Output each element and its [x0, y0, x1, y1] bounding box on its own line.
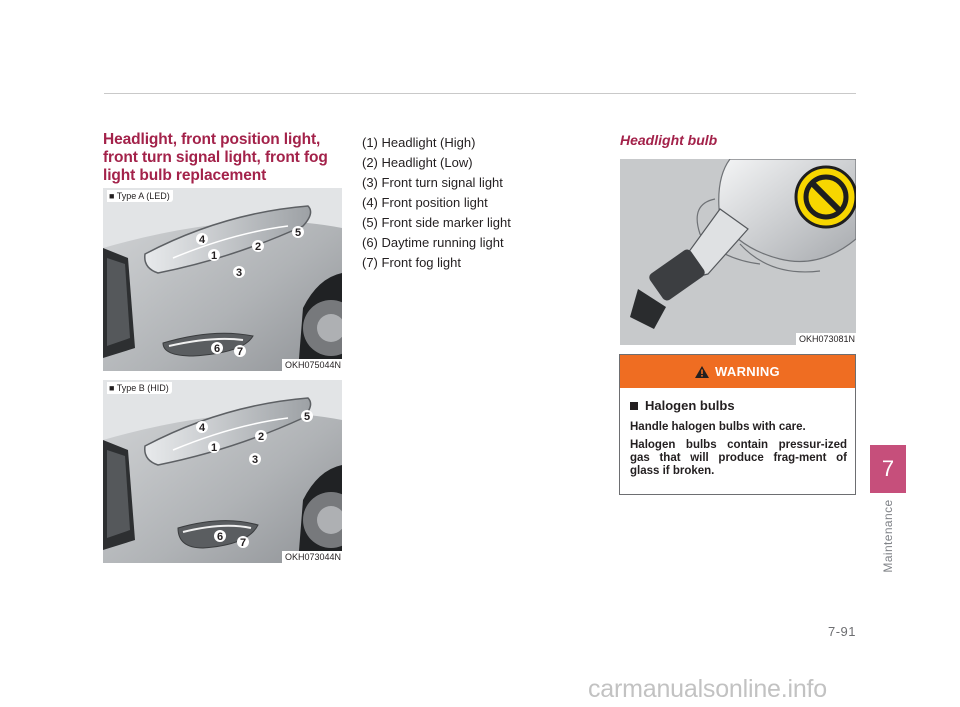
svg-text:6: 6	[213, 343, 221, 355]
type-b-label: ■ Type B (HID)	[107, 382, 172, 394]
warning-title: WARNING	[715, 364, 780, 379]
warning-line: Handle halogen bulbs with care.	[630, 421, 806, 433]
section-title	[103, 131, 348, 185]
list-item: (4) Front position light	[362, 195, 488, 210]
chapter-tab: 7	[870, 445, 906, 493]
svg-text:4: 4	[198, 234, 206, 246]
figure-a-code: OKH075044N	[282, 359, 342, 371]
list-item: (2) Headlight (Low)	[362, 155, 473, 170]
svg-text:6: 6	[216, 531, 224, 543]
page-number: 7-91	[828, 624, 857, 639]
svg-text:1: 1	[210, 442, 218, 454]
headlight-figure-type-a	[103, 188, 342, 371]
warning-subheading-text: Halogen bulbs	[645, 398, 735, 413]
bulb-figure	[620, 159, 856, 345]
section-title-line: light bulb replacement	[103, 167, 267, 184]
header-rule	[104, 93, 856, 94]
warning-header	[620, 355, 855, 388]
svg-text:7: 7	[236, 346, 244, 358]
svg-text:2: 2	[254, 241, 262, 253]
hand-holding-bulb-illustration	[620, 159, 856, 345]
warning-body	[620, 388, 855, 478]
svg-text:3: 3	[235, 267, 243, 279]
warning-subheading	[630, 398, 847, 413]
section-title-line: Headlight, front position light,	[103, 131, 321, 148]
svg-text:5: 5	[303, 411, 311, 423]
section-title-line: front turn signal light, front fog	[103, 149, 328, 166]
warning-triangle-icon	[695, 366, 709, 378]
list-item: (3) Front turn signal light	[362, 175, 503, 190]
car-front-illustration	[103, 380, 342, 563]
chapter-name: Maintenance	[881, 499, 895, 573]
warning-box	[619, 354, 856, 495]
svg-text:3: 3	[251, 454, 259, 466]
svg-text:2: 2	[257, 431, 265, 443]
bulb-heading: Headlight bulb	[620, 132, 718, 148]
list-item: (6) Daytime running light	[362, 235, 504, 250]
car-front-illustration	[103, 188, 342, 371]
svg-text:4: 4	[198, 422, 206, 434]
square-bullet-icon	[630, 402, 638, 410]
parts-list	[362, 133, 511, 273]
watermark: carmanualsonline.info	[588, 675, 828, 703]
svg-text:1: 1	[210, 250, 218, 262]
headlight-figure-type-b	[103, 380, 342, 563]
bulb-figure-code: OKH073081N	[796, 333, 856, 345]
figure-b-code: OKH073044N	[282, 551, 342, 563]
svg-text:7: 7	[239, 537, 247, 549]
list-item: (1) Headlight (High)	[362, 135, 476, 150]
type-a-label: ■ Type A (LED)	[107, 190, 173, 202]
list-item: (5) Front side marker light	[362, 215, 511, 230]
list-item: (7) Front fog light	[362, 255, 461, 270]
svg-text:5: 5	[294, 227, 302, 239]
warning-line: Halogen bulbs contain pressur-ized gas that will produce frag-ment of glass if broken.	[630, 439, 847, 477]
